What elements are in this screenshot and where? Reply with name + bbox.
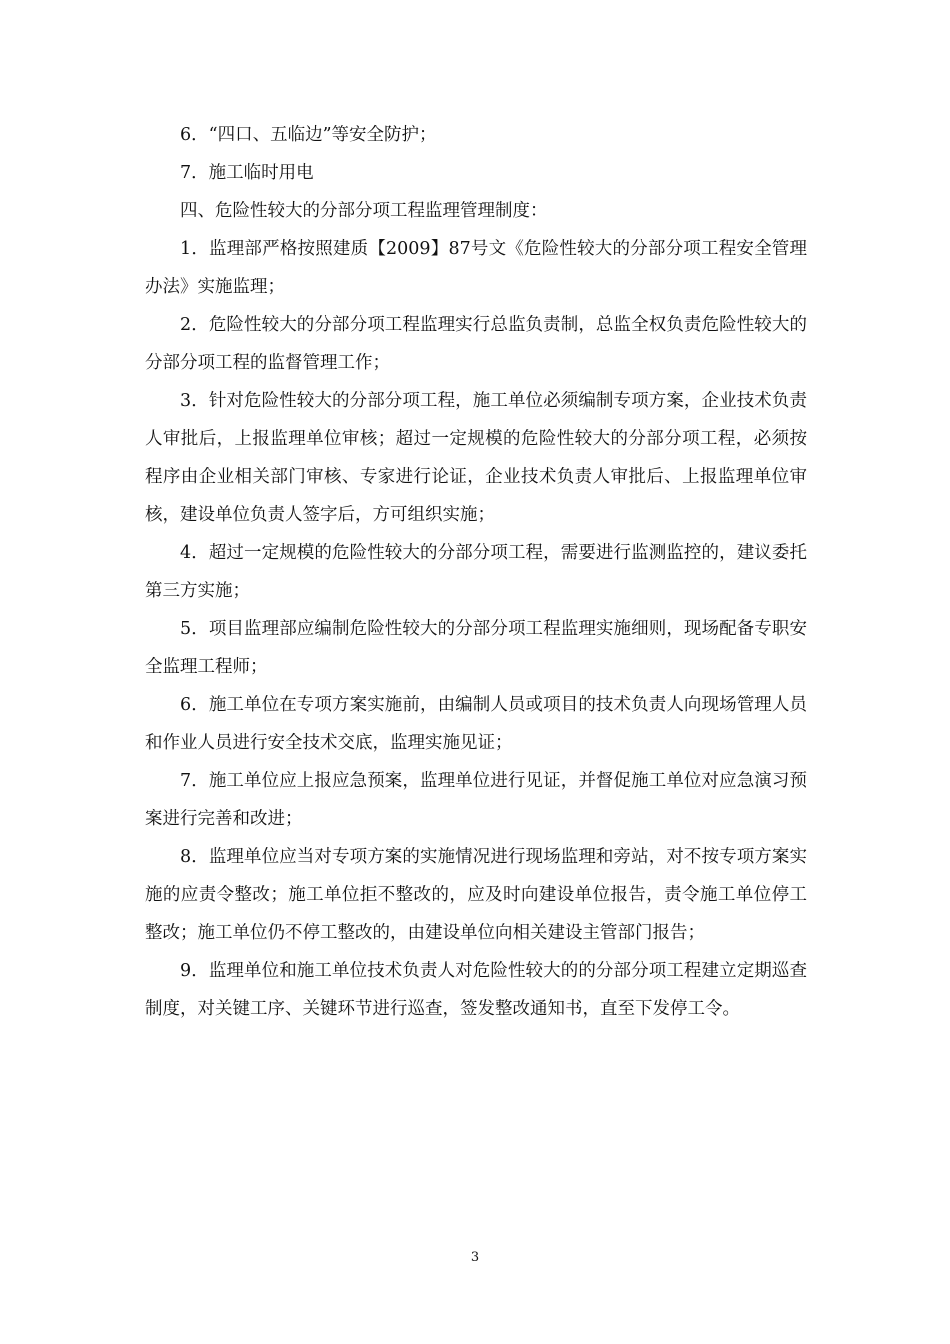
paragraph-rule-3: 3．针对危险性较大的分部分项工程，施工单位必须编制专项方案，企业技术负责人审批后，上报监理单位审核；超过一定规模的危险性较大的分部分项工程，必须按程序由企业相关部门审核、专家进行论证，企业技术负责人审批后、上报监理单位审核，建设单位负责人签字后，方可组织实施； <box>145 391 807 525</box>
paragraph-item-6-safety-protection: 6．“四口、五临边”等安全防护； <box>180 125 437 145</box>
paragraph-rule-1: 1．监理部严格按照建质【2009】87号文《危险性较大的分部分项工程安全管理办法》实施监理； <box>145 239 807 297</box>
section-heading-dangerous-works: 四、危险性较大的分部分项工程监理管理制度： <box>180 201 548 221</box>
page-number: 3 <box>470 1250 480 1265</box>
paragraph-rule-6: 6．施工单位在专项方案实施前，由编制人员或项目的技术负责人向现场管理人员和作业人员进行安全技术交底，监理实施见证； <box>145 695 807 753</box>
paragraph-rule-2: 2．危险性较大的分部分项工程监理实行总监负责制，总监全权负责危险性较大的分部分项工程的监督管理工作； <box>145 315 807 373</box>
paragraph-rule-7: 7．施工单位应上报应急预案，监理单位进行见证，并督促施工单位对应急演习预案进行完善和改进； <box>145 771 807 829</box>
paragraph-rule-8: 8．监理单位应当对专项方案的实施情况进行现场监理和旁站，对不按专项方案实施的应责令整改；施工单位拒不整改的，应及时向建设单位报告，责令施工单位停工整改；施工单位仍不停工整改的，由建设单位向相关建设主管部门报告； <box>145 847 807 943</box>
paragraph-rule-9: 9．监理单位和施工单位技术负责人对危险性较大的的分部分项工程建立定期巡查制度，对关键工序、关键环节进行巡查，签发整改通知书，直至下发停工令。 <box>145 961 807 1019</box>
paragraph-rule-5: 5．项目监理部应编制危险性较大的分部分项工程监理实施细则，现场配备专职安全监理工程师； <box>145 619 807 677</box>
document-body <box>145 116 807 1028</box>
paragraph-rule-4: 4．超过一定规模的危险性较大的分部分项工程，需要进行监测监控的，建议委托第三方实施； <box>145 543 807 601</box>
paragraph-item-7-temporary-power: 7．施工临时用电 <box>180 163 314 183</box>
